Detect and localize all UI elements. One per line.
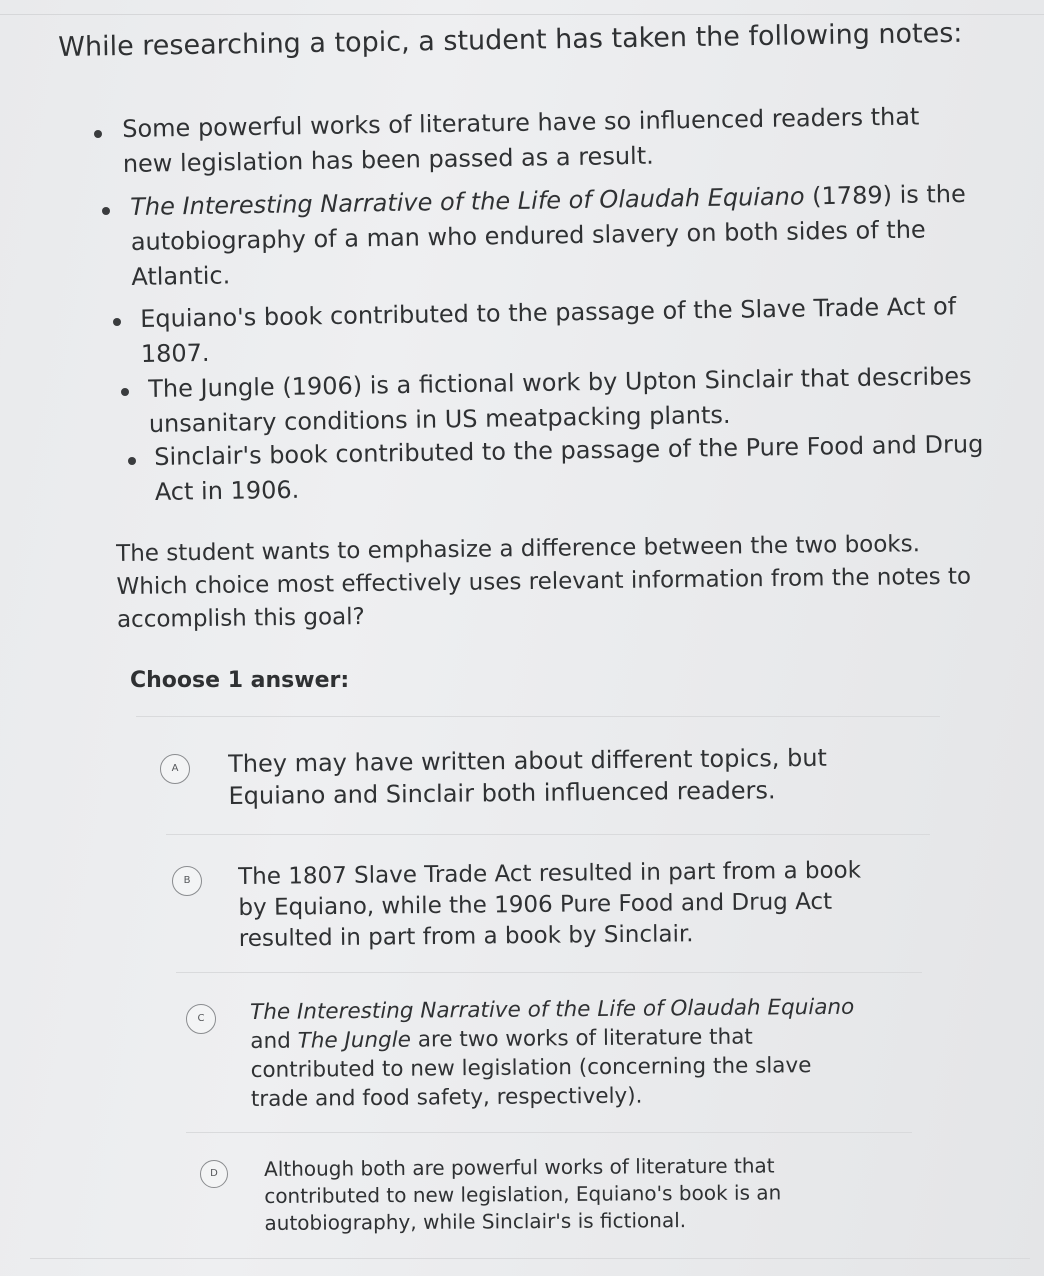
bottom-divider bbox=[30, 1258, 1030, 1259]
top-divider bbox=[0, 14, 1044, 15]
divider bbox=[176, 972, 922, 973]
choice-b[interactable] bbox=[172, 856, 892, 960]
bullet-icon bbox=[113, 318, 121, 326]
note-text bbox=[154, 427, 984, 510]
choice-line: by Equiano, while the 1906 Pure Food and Drug Act bbox=[238, 888, 833, 921]
choose-answer-label: Choose 1 answer: bbox=[130, 668, 350, 693]
book-title: The Interesting Narrative of the Life of Olaudah Equiano bbox=[130, 182, 805, 221]
note-line: Some powerful works of literature have so influenced readers that bbox=[122, 102, 920, 143]
divider bbox=[166, 834, 930, 835]
bullet-icon bbox=[121, 388, 129, 396]
choice-c[interactable] bbox=[186, 996, 886, 1120]
choice-line: They may have written about different topics, but bbox=[228, 743, 828, 778]
choice-line-part: and bbox=[250, 1028, 298, 1054]
choice-letter-b: B bbox=[172, 866, 202, 896]
question-stem: While researching a topic, a student has taken the following notes: bbox=[58, 17, 963, 63]
divider bbox=[186, 1132, 912, 1133]
choice-line: contributed to new legislation (concerning the slave bbox=[250, 1053, 812, 1083]
choice-line: Although both are powerful works of literature that bbox=[264, 1153, 775, 1181]
note-line: The Jungle (1906) is a fictional work by Upton Sinclair that describes bbox=[148, 362, 972, 403]
question-prompt bbox=[116, 528, 972, 637]
choice-d[interactable] bbox=[200, 1154, 860, 1244]
note-line-rest: (1789) is the bbox=[804, 179, 966, 211]
choice-line bbox=[250, 993, 854, 1027]
choice-letter-c: C bbox=[186, 1004, 216, 1034]
note-line: Sinclair's book contributed to the passage of the Pure Food and Drug bbox=[154, 429, 984, 471]
note-line: unsanitary conditions in US meatpacking plants. bbox=[148, 400, 731, 438]
choice-letter-d: D bbox=[200, 1160, 228, 1188]
choice-a[interactable] bbox=[160, 744, 860, 824]
note-text bbox=[122, 99, 920, 182]
note-line: 1807. bbox=[140, 338, 210, 368]
choice-line: The 1807 Slave Trade Act resulted in part from a book bbox=[238, 857, 862, 890]
book-title: The Jungle bbox=[297, 1027, 412, 1054]
choice-letter-a: A bbox=[160, 754, 190, 784]
prompt-line: The student wants to emphasize a difference between the two books. bbox=[116, 531, 921, 567]
note-line: autobiography of a man who endured slavery on both sides of the bbox=[130, 215, 926, 256]
note-line: new legislation has been passed as a result. bbox=[122, 141, 654, 178]
note-text bbox=[130, 177, 967, 295]
prompt-line: Which choice most effectively uses relevant information from the notes to bbox=[116, 563, 972, 600]
book-title: The Interesting Narrative of the Life of Olaudah Equiano bbox=[250, 994, 855, 1025]
choice-text bbox=[250, 993, 855, 1114]
bullet-icon bbox=[128, 457, 136, 465]
choice-line: autobiography, while Sinclair's is fictional. bbox=[264, 1208, 687, 1235]
bullet-icon bbox=[94, 130, 102, 138]
note-line: Act in 1906. bbox=[154, 475, 300, 506]
choice-line: contributed to new legislation, Equiano's book is an bbox=[264, 1180, 782, 1208]
choice-text bbox=[238, 855, 862, 955]
note-line: Equiano's book contributed to the passage of the Slave Trade Act of bbox=[140, 292, 957, 333]
bullet-icon bbox=[102, 207, 110, 215]
note-line: Atlantic. bbox=[131, 261, 231, 291]
choice-text bbox=[264, 1152, 782, 1237]
prompt-line: accomplish this goal? bbox=[116, 603, 365, 633]
choice-line: Equiano and Sinclair both influenced readers. bbox=[228, 776, 776, 810]
divider bbox=[136, 716, 940, 717]
choice-line: trade and food safety, respectively). bbox=[250, 1083, 643, 1112]
choice-line-part: are two works of literature that bbox=[410, 1024, 753, 1053]
note-text bbox=[140, 289, 957, 372]
choice-text bbox=[228, 742, 827, 812]
choice-line: resulted in part from a book by Sinclair. bbox=[238, 921, 694, 952]
